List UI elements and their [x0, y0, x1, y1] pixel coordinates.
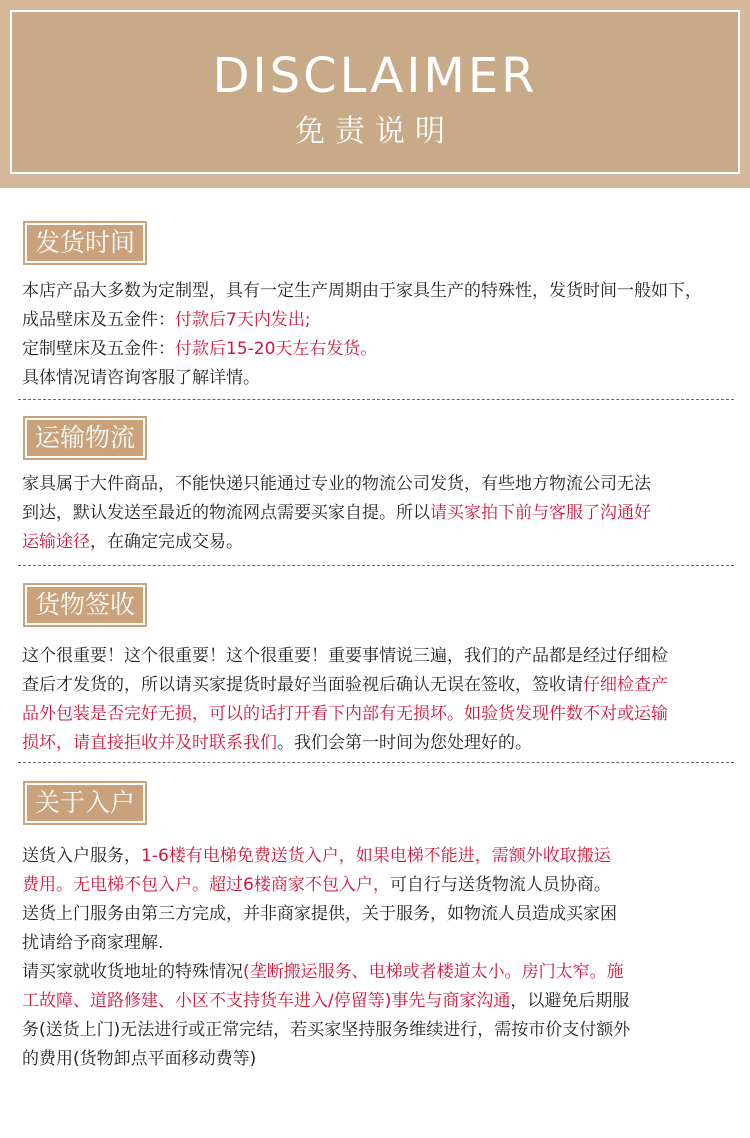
text-line [22, 871, 738, 900]
text-line [22, 642, 738, 671]
body-text: 的费用(货物卸点平面移动费等) [22, 1049, 257, 1069]
body-text: 家具属于大件商品，不能快递只能通过专业的物流公司发货，有些地方物流公司无法 [22, 474, 651, 494]
section-body-shipping-time [22, 277, 738, 393]
text-line [22, 335, 738, 364]
body-text: 这个很重要！这个很重要！这个很重要！重要事情说三遍，我们的产品都是经过仔细检 [22, 646, 668, 666]
highlight-text: 运输途径 [22, 532, 90, 552]
body-text: 成品壁床及五金件： [22, 310, 175, 330]
body-text: 务(送货上门)无法进行或正常完结，若买家坚持服务维续进行，需按市价支付额外 [22, 1020, 631, 1040]
section-title-delivery-signing [23, 583, 147, 627]
banner-title: DISCLAIMER [212, 48, 538, 104]
text-line [22, 671, 738, 700]
highlight-text: 损坏，请直接拒收并及时联系我们 [22, 733, 277, 753]
body-text: 送货入户服务， [22, 846, 141, 866]
body-text: ，在确定完成交易。 [90, 532, 243, 552]
text-line [22, 1045, 738, 1074]
text-line [22, 700, 738, 729]
highlight-text: 品外包装是否完好无损，可以的话打开看下内部有无损坏。如验货发现件数不对或运输 [22, 704, 668, 724]
highlight-text: 费用。无电梯不包入户。超过6楼商家不包入户， [22, 875, 390, 895]
text-line [22, 1016, 738, 1045]
text-line [22, 842, 738, 871]
highlight-text: 仔细检查产 [583, 675, 668, 695]
body-text: 到达，默认发送至最近的物流网点需要买家自提。所以 [22, 503, 430, 523]
highlight-text: (垄断搬运服务、电梯或者楼道太小。房门太窄。施 [243, 962, 624, 982]
highlight-text: 1-6楼有电梯免费送货入户，如果电梯不能进，需额外收取搬运 [141, 846, 611, 866]
section-title-text: 发货时间 [27, 225, 143, 261]
body-text: 具体情况请咨询客服了解详情。 [22, 368, 260, 388]
text-line [22, 987, 738, 1016]
text-line [22, 958, 738, 987]
body-text: 。我们会第一时间为您处理好的。 [277, 733, 532, 753]
text-line [22, 929, 738, 958]
text-line [22, 499, 738, 528]
text-line [22, 900, 738, 929]
text-line [22, 364, 738, 393]
text-line [22, 277, 738, 306]
banner-subtitle: 免责说明 [295, 114, 455, 149]
text-line [22, 729, 738, 758]
section-title-text: 货物签收 [27, 587, 143, 623]
body-text: 本店产品大多数为定制型，具有一定生产周期由于家具生产的特殊性，发货时间一般如下， [22, 281, 702, 301]
disclaimer-banner [0, 0, 750, 188]
section-body-delivery-signing [22, 642, 738, 758]
section-title-shipping-time [23, 221, 147, 265]
body-text: 请买家就收货地址的特殊情况 [22, 962, 243, 982]
section-title-text: 运输物流 [27, 420, 143, 456]
section-title-home-delivery [23, 781, 147, 825]
body-text: 送货上门服务由第三方完成，并非商家提供，关于服务，如物流人员造成买家困 [22, 904, 617, 924]
banner-frame [10, 10, 740, 174]
section-body-home-delivery [22, 842, 738, 1074]
text-line [22, 306, 738, 335]
section-title-text: 关于入户 [27, 785, 143, 821]
section-divider [18, 762, 734, 763]
section-title-logistics [23, 416, 147, 460]
section-divider [18, 399, 734, 400]
highlight-text: 请买家拍下前与客服了沟通好 [430, 503, 651, 523]
body-text: 定制壁床及五金件： [22, 339, 175, 359]
section-body-logistics [22, 470, 738, 557]
highlight-text: 付款后15-20天左右发货。 [175, 339, 378, 359]
highlight-text: 工故障、道路修建、小区不支持货车进入/停留等)事先与商家沟通 [22, 991, 511, 1011]
body-text: 可自行与送货物流人员协商。 [389, 875, 611, 895]
highlight-text: 付款后7天内发出; [175, 310, 311, 330]
body-text: 查后才发货的，所以请买家提货时最好当面验视后确认无误在签收，签收请 [22, 675, 583, 695]
text-line [22, 528, 738, 557]
section-divider [18, 565, 734, 566]
text-line [22, 470, 738, 499]
body-text: 扰请给予商家理解. [22, 933, 164, 953]
body-text: ，以避免后期服 [510, 991, 630, 1011]
